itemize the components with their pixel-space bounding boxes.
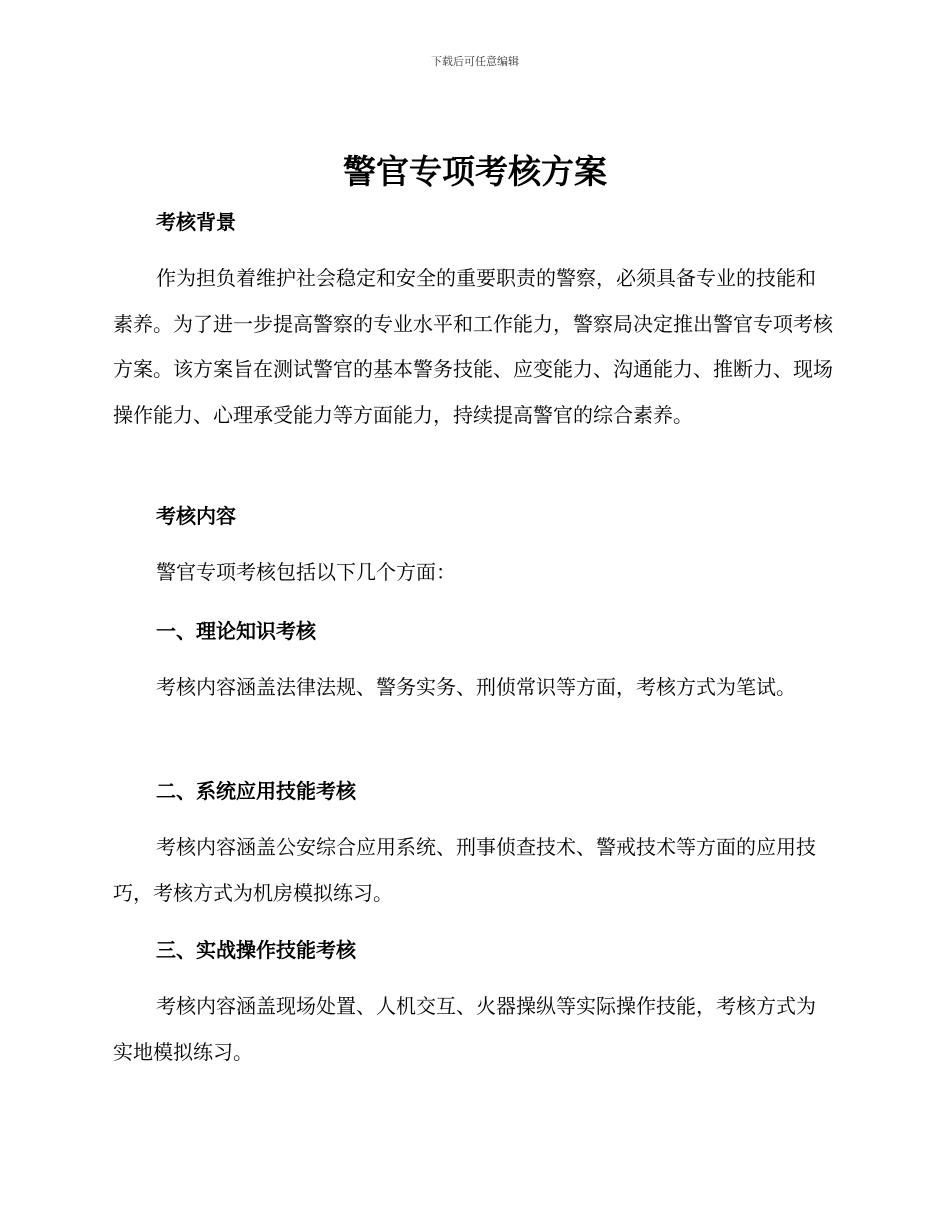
section-heading-content: 考核内容 [156,504,236,528]
document-title: 警官专项考核方案 [343,152,607,191]
subsection-heading-system-skills: 二、系统应用技能考核 [156,779,356,803]
paragraph-system-skills: 考核内容涵盖公安综合应用系统、刑事侦查技术、警戒技术等方面的应用技巧，考核方式为机房模拟练习。 [113,835,816,905]
page-header-note: 下载后可任意编辑 [431,55,519,68]
paragraph-theory: 考核内容涵盖法律法规、警务实务、刑侦常识等方面，考核方式为笔试。 [156,675,796,699]
paragraph-content-intro: 警官专项考核包括以下几个方面： [156,560,456,584]
section-heading-background: 考核背景 [156,210,236,234]
subsection-heading-theory: 一、理论知识考核 [156,619,316,643]
subsection-heading-practical-skills: 三、实战操作技能考核 [156,938,356,962]
paragraph-practical-skills: 考核内容涵盖现场处置、人机交互、火器操纵等实际操作技能，考核方式为实地模拟练习。 [113,994,816,1064]
paragraph-background: 作为担负着维护社会稳定和安全的重要职责的警察，必须具备专业的技能和素养。为了进一步提高警察的专业水平和工作能力，警察局决定推出警官专项考核方案。该方案旨在测试警官的基本警务技能、应变能力、沟通能力、推断力、现场操作能力、心理承受能力等方面能力，持续提高警官的综合素养。 [113,266,833,427]
